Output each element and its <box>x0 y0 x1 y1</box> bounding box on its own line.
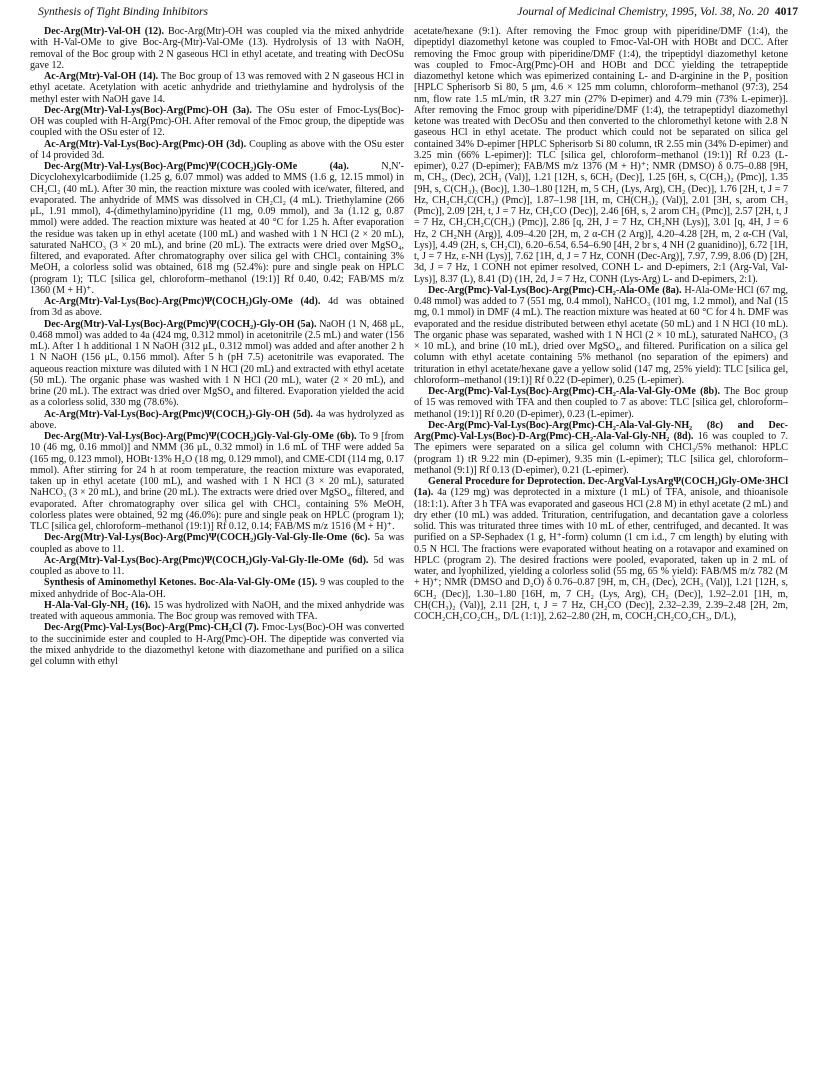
paragraph-heading: Ac-Arg(Mtr)-Val-Lys(Boc)-Arg(Pmc)-OH (3d). <box>44 138 247 150</box>
paragraph-heading: Synthesis of Aminomethyl Ketones. Boc-Ala-Val-Gly-OMe (15). <box>44 577 318 589</box>
paragraph-heading: Dec-Arg(Pmc)-Val-Lys(Boc)-Arg(Pmc)-CH₂Cl (7). <box>44 622 259 634</box>
paragraph <box>414 420 788 476</box>
paragraph <box>414 26 788 285</box>
paragraph <box>30 532 404 555</box>
paragraph-heading: Dec-Arg(Mtr)-Val-Lys(Boc)-Arg(Pmc)-OH (3a). <box>44 104 252 116</box>
paragraph-body: Fmoc-Lys(Boc)-OH was converted to the succinimide ester and coupled to H-Arg(Pmc)-OH. The dipeptide was converted via the mixed anhydride to the diazomethyl ketone with diazomethane and purified on a silica gel column with ethyl <box>30 622 404 667</box>
paragraph-body: 9 was coupled to the mixed anhydride of Boc-Ala-OH. <box>30 577 404 600</box>
paragraph <box>30 296 404 319</box>
running-header <box>38 5 798 23</box>
paragraph-heading: Dec-Arg(Mtr)-Val-Lys(Boc)-Arg(Pmc)Ψ(COCH₂)Gly-Val-Gly-OMe (6b). <box>44 431 357 442</box>
paragraph-body: 5d was coupled as above to 11. <box>30 554 404 577</box>
paragraph <box>30 71 404 105</box>
paragraph-heading: Ac-Arg(Mtr)-Val-Lys(Boc)-Arg(Pmc)Ψ(COCH₂)-Gly-OH (5d). <box>44 408 313 420</box>
paragraph-body: 4a was hydrolyzed as above. <box>30 408 404 431</box>
paragraph-heading: Dec-Arg(Mtr)-Val-Lys(Boc)-Arg(Pmc)Ψ(COCH₂)Gly-Val-Gly-Ile-Ome (6c). <box>44 532 371 544</box>
paragraph-heading: Dec-Arg(Pmc)-Val-Lys(Boc)-Arg(Pmc)-CH₂-Ala-OMe (8a). <box>428 284 682 296</box>
paragraph-body: The Boc group of 13 was removed with 2 N gaseous HCl in ethyl acetate. Acetylation with acetic anhydride and triethylamine and hydrolysis of the methyl ester with NaOH gave 14. <box>30 71 404 105</box>
paragraph-body: Boc-Arg(Mtr)-OH was coupled via the mixed anhydride with H-Val-OMe to give Boc-Arg-(Mtr)-Val-OMe (13). Hydrolysis of 13 with NaOH, removal of the Boc group with 2 N gaseous HCl in ethyl acetate, and treating with DecOSu gave 12. <box>30 26 404 71</box>
paragraph <box>30 105 404 139</box>
paragraph-heading: Ac-Arg(Mtr)-Val-OH (14). <box>44 71 159 82</box>
paragraph-body: H-Ala-OMe·HCl (67 mg, 0.48 mmol) was added to 7 (551 mg, 0.4 mmol), NaHCO₃ (101 mg, 1.2 mmol), and NaI (15 mg, 0.1 mmol) in DMF (4 mL). The reaction mixture was heated at 60 °C for 4 h. DMF was evaporated and the residue distributed between ethyl acetate (50 mL) and 1 N HCl (10 mL). The organic phase was separated, washed with 1 N HCl (2 × 10 mL), saturated NaHCO₃ (3 × 10 mL), and brine (10 mL), dried over MgSO₄, and filtered. Purification on a silica gel column with ethyl acetate containing 5% methanol (no separation of the epimers) and trituration in ethyl acetate/hexane gave a yellow solid (147 mg, 25% yield): TLC [silica gel, chloroform–methanol (19:1)] Rf 0.22 (D-epimer), 0.25 (L-epimer). <box>414 284 788 386</box>
left-column <box>30 26 404 1064</box>
paragraph <box>30 555 404 578</box>
paragraph-body: 16 was coupled to 7. The epimers were separated on a silica gel column with CHCl₃/5% methanol: HPLC (program 1) tR 9.22 min (D-epimer), 9.35 min (L-epimer); TLC [silica gel, chloroform–methanol (9:1)] Rf 0.13 (D-epimer), 0.21 (L-epimer). <box>414 431 788 476</box>
paragraph <box>414 285 788 386</box>
paragraph <box>30 409 404 432</box>
paragraph <box>414 386 788 420</box>
paragraph <box>30 622 404 667</box>
paragraph <box>30 319 404 409</box>
paragraph <box>30 26 404 71</box>
paragraph-body: 15 was hydrolized with NaOH, and the mixed anhydride was treated with aqueous ammonia. The Boc group was removed with TFA. <box>30 599 404 622</box>
paragraph-heading: Dec-Arg(Pmc)-Val-Lys(Boc)-Arg(Pmc)-CH₂-Ala-Val-Gly-NH₂ (8c) and Dec-Arg(Pmc)-Val-Lys(Boc)-D-Arg(Pmc)-CH₂-Ala-Val-Gly-NH₂ (8d). <box>414 419 788 442</box>
paragraph-body: acetate/hexane (9:1). After removing the Fmoc group with piperidine/DMF (1:4), the dipeptidyl diazomethyl ketone was coupled to Fmoc-Val-OH with HOBt and DCC. After removing the Fmoc group with piperidine/DMF (1:4), the tripeptidyl diazomethyl ketone was coupled to Fmoc-Arg(Pmc)-OH and HOBt and DCC yielding the tetrapeptide diazomethyl ketone which was epimerized containing L- and D-arginine in the P₁ position [HPLC Spherisorb Si 80, 5 μm, 4.6 × 125 mm column, chloroform–methanol (97:3), 254 nm, flow rate 1.5 mL/min, tR 3.27 min (27% D-epimer) and 4.79 min (73% L-epimer)]. After removing the Fmoc group with piperidine/DMF (1:4), the tetrapeptidyl diazomethyl ketone was treated with DecOSu and then converted to the chloromethyl ketone with 2.8 N gaseous HCl in ethyl acetate. The product which could not be separated on silica gel contained 34% D-epimer [HPLC Spherisorb Si 80 column, tR 2.55 min (34% D-epimer) and 3.25 min (66% L-epimer)]: TLC [silica gel, chloroform–methanol (19:1)] Rf 0.23 (L-epimer), 0.27 (D-epimer); FAB/MS m/z 1376 (M + H)⁺; NMR (DMSO) δ 0.75–0.88 [9H, m, CH₃, (Dec), 2CH₃ (Val)], 1.21 [12H, s, 6CH₂ (Dec)], 1.25 [6H, s, C(CH₃)₂ (Pmc)], 1.35 [9H, s, C(CH₃)₃ (Boc)], 1.30–1.80 [12H, m, 5 CH₂ (Lys, Arg), CH₂ (Dec)], 1.76 [2H, t, J = 7 Hz, CH₂CH₂C(CH₃) (Pmc)], 1.87–1.98 [1H, m, CH(CH₃)₂ (Val)], 2.01 [3H, s, arom CH₃ (Pmc)], 2.09 [2H, t, J = 7 Hz, CH₂CO (Dec)], 2.46 [6H, s, 2 arom CH₃ (Pmc)], 2.57 [2H, t, J = 7 Hz, CH₂CH₂C(CH₃) (Pmc)], 2.86 [q, 2H, J = 7 Hz, CH₂NH (Lys)], 3.01 [q, 4H, J = 6 Hz, 2 CH₂NH (Arg)], 4.09–4.20 [2H, m, 2 α-CH (2 Arg)], 4.20–4.28 [2H, m, 2 α-CH (Val, Lys)], 4.49 (2H, s, CH₂Cl), 6.20–6.54, 6.54–6.90 [4H, 2 br s, 4 NH (2 guanidino)], 6.72 [1H, t, J = 7 Hz, ε-NH (Lys)], 7.62 [1H, d, J = 7 Hz, CONH (Dec-Arg)], 7.97, 7.99, 8.06 (D) [2H, 3d, J = 7 Hz, 1 CONH not epimer resolved, CONH L- and D-epimers, 2:1 (Arg-Val, Val-Lys)], 8.37 (L), 8.41 (D) (1H, 2d, J = 7 Hz, CONH (Lys-Arg) L- and D-epimers, 2:1). <box>414 26 788 285</box>
paragraph-body: To 9 [from 10 (46 mg, 0.16 mmol)] and NMM (36 μL, 0.32 mmol) in 1.6 mL of THF were added 5a (165 mg, 0.123 mmol), HOBt·13% H₂O (18 mg, 0.129 mmol), and CME-CDI (114 mg, 0.17 mmol). After stirring for 24 h at room temperature, the reaction mixture was evaporated, taken up in ethyl acetate (100 mL), and washed with 1 N HCl (3 × 20 mL), saturated NaHCO₃ (3 × 20 mL), and brine (20 mL). The extracts were dried over MgSO₄, filtered, and evaporated. After chromatography over silica gel with CHCl₃ containing 5% MeOH, colorless plates were obtained, 92 mg (46.0%): pure and single peak on HPLC (program 1); TLC [silica gel, chloroform–methanol (19:1)] Rf 0.12, 0.14; FAB/MS m/z 1516 (M + H)⁺. <box>30 431 404 532</box>
paragraph <box>30 139 404 162</box>
paragraph-body: 4a (129 mg) was deprotected in a mixture (1 mL) of TFA, anisole, and thioanisole (18:1:1). After 3 h TFA was evaporated and gaseous HCl (2.8 M) in ethyl acetate (2 mL) and dry ether (10 mL) was added. Trituration, centrifugation, and decantation gave a colorless solid. This was triturated three times with 10 mL of ether, centrifuged, and decanted. It was purified on a SP-Sephadex (1 g, H⁺-form) column (1 cm i.d., 7 cm length) by eluting with 0.5 N HCl. The fractions were evaporated without heating on a rotavapor and examined on HPLC (program 2). The desired fractions were pooled, evaporated, taken up in 2 mL of water, and lyophilized, yielding a colorless solid (55 mg, 65 % yield): FAB/MS m/z 782 (M + H)⁺; NMR (DMSO and D₂O) δ 0.76–0.87 [9H, m, CH₃ (Dec), 2CH₃ (Val)], 1.21 [12H, s, 6CH₂ (Dec)], 1.30–1.80 [16H, m, 7 CH₂ (Lys, Arg), CH₂ (Dec)], 1.92–2.01 [1H, m, CH(CH₃)₂ (Val)], 2.11 [2H, t, J = 7 Hz, CH₂CO (Dec)], 2.32–2.39, 2.39–2.48 [2H, 2m, COCH₂CH₂CO₂CH₃, D/L (1:1)], 2.62–2.80 (2H, m, COCH₂CH₂CO₂CH₃, D/L), <box>414 487 788 622</box>
paragraph-body: 5a was coupled as above to 11. <box>30 532 404 555</box>
paragraph-heading: Dec-Arg(Pmc)-Val-Lys(Boc)-Arg(Pmc)-CH₂-Ala-Val-Gly-OMe (8b). <box>428 386 720 397</box>
paragraph-heading: Dec-Arg(Mtr)-Val-Lys(Boc)-Arg(Pmc)Ψ(COCH₂)Gly-OMe (4a). <box>44 161 349 172</box>
paragraph <box>30 431 404 532</box>
paragraph-heading: Dec-Arg(Mtr)-Val-OH (12). <box>44 26 164 37</box>
paragraph-heading: Ac-Arg(Mtr)-Val-Lys(Boc)-Arg(Pmc)Ψ(COCH₂)Gly-OMe (4d). <box>44 296 321 307</box>
paragraph-heading: Dec-Arg(Mtr)-Val-Lys(Boc)-Arg(Pmc)Ψ(COCH₂)-Gly-OH (5a). <box>44 318 317 330</box>
running-title: Synthesis of Tight Binding Inhibitors <box>38 5 209 18</box>
paragraph-heading: H-Ala-Val-Gly-NH₂ (16). <box>44 599 151 611</box>
paragraph-body: The OSu ester of Fmoc-Lys(Boc)-OH was coupled with H-Arg(Pmc)-OH. After removal of the Fmoc group, the dipeptide was coupled with the OSu ester of 12. <box>30 104 404 139</box>
paragraph-body: NaOH (1 N, 468 μL, 0.468 mmol) was added to 4a (424 mg, 0.312 mmol) in acetonitrile (2.5 mL) and water (156 mL). After 1 h additional 1 N NaOH (312 μL, 0.312 mmol) was added and after another 2 h 1 N NaOH (156 μL, 0.156 mmol). After 5 h (pH 7.5) acetonitrile was evaporated. The aqueous reaction mixture was diluted with 1 N HCl (20 mL) and extracted with ethyl acetate (50 mL). The organic phase was washed with 1 N HCl (20 mL), water (2 × 20 mL), and brine (20 mL). The extract was dried over MgSO₄ and filtered. Evaporation yielded the acid as a colorless solid, 330 mg (78.6%). <box>30 318 404 409</box>
paragraph-heading: Ac-Arg(Mtr)-Val-Lys(Boc)-Arg(Pmc)Ψ(COCH₂)Gly-Val-Gly-Ile-OMe (6d). <box>44 554 369 566</box>
paragraph <box>30 161 404 296</box>
journal-citation <box>517 5 798 18</box>
page-number: 4017 <box>774 5 798 18</box>
paragraph-body: 4d was obtained from 3d as above. <box>30 296 404 319</box>
paragraph <box>414 476 788 622</box>
paragraph-body: N,N′-Dicyclohexylcarbodiimide (1.25 g, 6.07 mmol) was added to MMS (1.6 g, 12.15 mmol) in CH₂Cl₂ (40 mL). After 30 min, the reaction mixture was cooled with ice/water, filtered, and evaporated. The anhydride of MMS was dissolved in CH₂Cl₂ (4 mL). Triethylamine (266 μL, 1.91 mmol), 4-(dimethylamino)pyridine (11 mg, 0.09 mmol), and 3a (1.12 g, 0.87 mmol) were added. The reaction mixture was heated at 40 °C for 1.25 h. After evaporation the residue was taken up in ethyl acetate (100 mL) and washed with 1 N HCl (2 × 20 mL), saturated NaHCO₃ (3 × 20 mL), and brine (20 mL). The extracts were dried over MgSO₄, filtered, and evaporated. After chromatography over silica gel with CHCl₃ containing 3% MeOH, a colorless solid was obtained, 618 mg (52.4%): pure and single peak on HPLC (program 1); TLC [silica gel, chloroform–methanol (19:1)] Rf 0.40, 0.42; FAB/MS m/z 1360 (M + H)⁺. <box>30 161 404 296</box>
paragraph <box>30 600 404 623</box>
paragraph-heading: General Procedure for Deprotection. Dec-ArgVal-LysArgΨ(COCH₂)Gly-OMe·3HCl (1a). <box>414 476 788 499</box>
journal-name: Journal of Medicinal Chemistry, 1995, Vol. 38, No. 20 <box>517 5 769 18</box>
right-column <box>414 26 788 1064</box>
paragraph <box>30 577 404 600</box>
paragraph-body: Coupling as above with the OSu ester of 14 provided 3d. <box>30 138 404 161</box>
paragraph-body: The Boc group of 15 was removed with TFA and then coupled to 7 as above: TLC [silica gel, chloroform–methanol (19:1)] Rf 0.20 (D-epimer), 0.23 (L-epimer). <box>414 386 788 420</box>
